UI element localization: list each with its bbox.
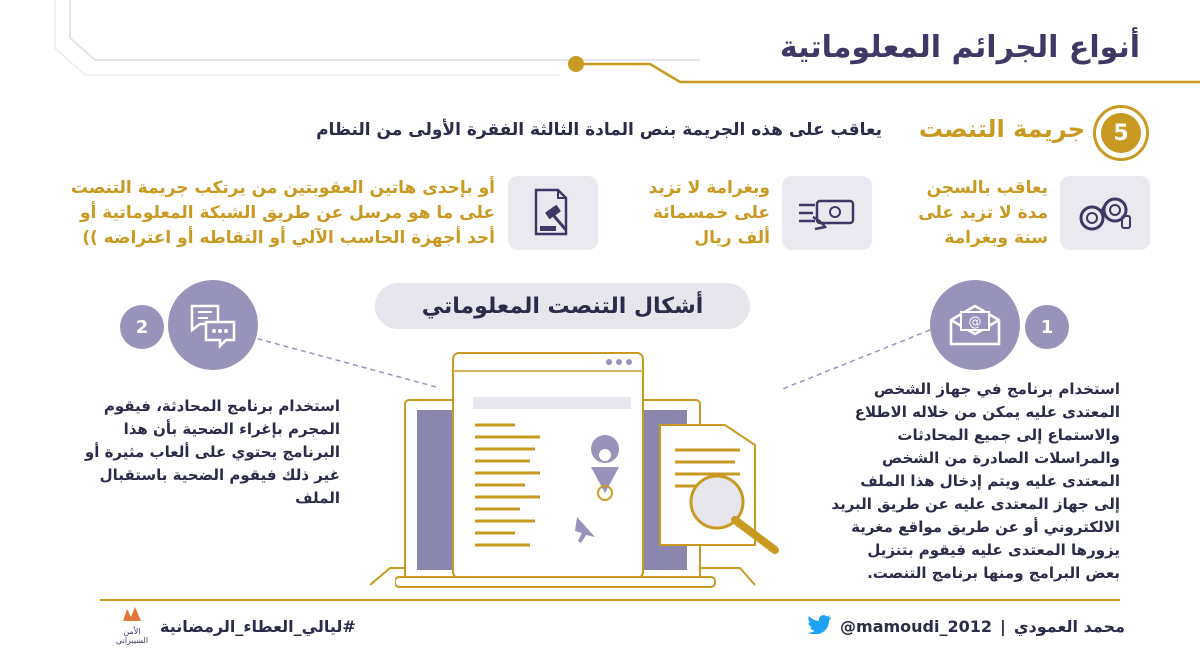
penalty-line: مدة لا تزيد على bbox=[918, 203, 1048, 223]
text-line: غير ذلك فيقوم الضحية باستقبال bbox=[99, 466, 340, 484]
money-icon bbox=[782, 176, 872, 250]
crime-description: يعاقب على هذه الجريمة بنص المادة الثالثة الفقرة الأولى من النظام bbox=[316, 120, 882, 140]
text-line: الملف bbox=[295, 489, 340, 507]
text-line: المجرم بإغراء الضحية بأن هذا bbox=[123, 420, 340, 438]
separator: | bbox=[1000, 616, 1006, 636]
penalty-either bbox=[25, 176, 495, 251]
text-line: يزورها المعتدى عليه فيقوم بتنزيل bbox=[867, 541, 1120, 559]
penalty-line: على ما هو مرسل عن طريق الشبكة المعلوماتية أو bbox=[79, 203, 495, 223]
text-line: والمراسلات الصادرة من الشخص bbox=[882, 449, 1120, 467]
chat-icon bbox=[168, 280, 258, 370]
form-number-2: 2 bbox=[120, 305, 164, 349]
penalty-line: أحد أجهزة الحاسب الآلي أو التقاطه أو اعتراضه )) bbox=[82, 228, 495, 248]
logo-text: السيبراني bbox=[115, 636, 149, 645]
penalty-prison bbox=[898, 176, 1048, 251]
penalty-line: يعاقب بالسجن bbox=[926, 178, 1048, 198]
text-line: استخدام برنامج المحادثة، فيقوم bbox=[103, 397, 340, 415]
page-title: أنواع الجرائم المعلوماتية bbox=[779, 30, 1140, 65]
penalty-line: سنة وبغرامة bbox=[944, 228, 1048, 248]
logo-mark-icon bbox=[121, 605, 143, 623]
hashtag[interactable]: #ليالي_العطاء_الرمضانية bbox=[160, 617, 356, 636]
twitter-icon[interactable] bbox=[808, 614, 832, 638]
svg-text:@: @ bbox=[968, 315, 982, 330]
text-line: استخدام برنامج في جهاز الشخص bbox=[873, 380, 1120, 398]
forms-heading: أشكال التنصت المعلوماتي bbox=[375, 283, 750, 329]
form-number-1: 1 bbox=[1025, 305, 1069, 349]
penalty-line: أو بإحدى هاتين العقوبتين من يرتكب جريمة التنصت bbox=[70, 178, 495, 198]
text-line: إلى جهاز المعتدى عليه عن طريق البريد bbox=[831, 495, 1120, 513]
crime-title: جريمة التنصت bbox=[918, 115, 1085, 143]
gavel-document-icon bbox=[508, 176, 598, 250]
author-credit bbox=[808, 614, 1125, 638]
penalty-line: على خمسمائة bbox=[652, 203, 770, 223]
penalty-line: وبغرامة لا تزيد bbox=[648, 178, 770, 198]
text-line: المعتدى عليه ويتم إدخال هذا الملف bbox=[860, 472, 1120, 490]
text-line: الالكتروني أو عن طريق مواقع مغرية bbox=[851, 518, 1120, 536]
crime-number: 5 bbox=[1101, 113, 1141, 153]
text-line: والاستماع إلى جميع المحادثات bbox=[897, 426, 1120, 444]
penalty-line: ألف ريال bbox=[694, 228, 770, 248]
text-line: المعتدى عليه يمكن من خلاله الاطلاع bbox=[854, 403, 1120, 421]
email-icon bbox=[930, 280, 1020, 370]
logo-text: الأمن bbox=[123, 627, 141, 636]
text-line: البرنامج يحتوي على ألعاب مثيرة أو bbox=[84, 443, 340, 461]
crime-number-badge bbox=[1093, 105, 1149, 161]
penalty-fine bbox=[630, 176, 770, 251]
author-name: محمد العمودي bbox=[1013, 616, 1125, 636]
form-description-1 bbox=[820, 378, 1120, 585]
text-line: بعض البرامج ومنها برنامج التنصت. bbox=[867, 564, 1120, 582]
handcuffs-icon bbox=[1060, 176, 1150, 250]
cyber-logo bbox=[112, 605, 152, 645]
form-description-2 bbox=[55, 395, 340, 510]
twitter-handle[interactable]: @mamoudi_2012 bbox=[840, 616, 993, 636]
laptop-illustration bbox=[395, 345, 795, 590]
